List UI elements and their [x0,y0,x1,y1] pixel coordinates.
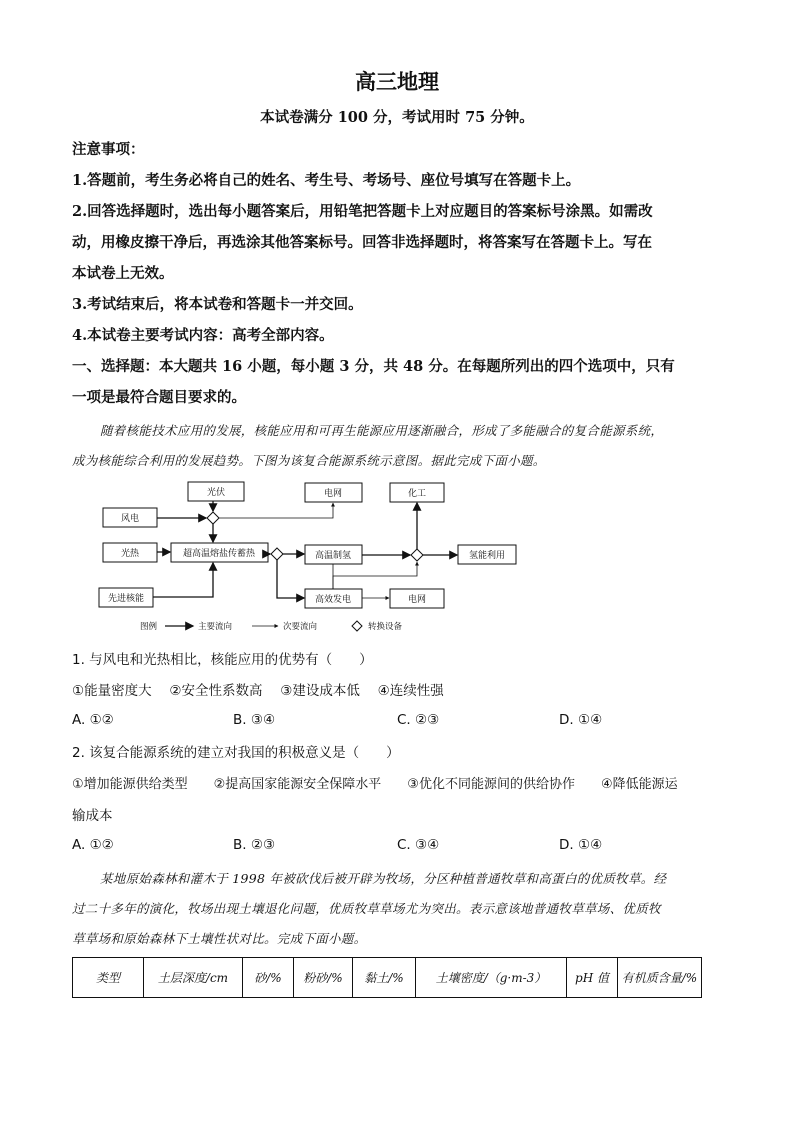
q1-option-c[interactable]: C. ②③ [397,712,440,728]
legend-label: 图例 [140,622,158,632]
notice-item-2: 2.回答选择题时，选出每小题答案后，用铅笔把答题卡上对应题目的答案标号涂黑。如需改 [72,203,653,220]
q1-option-a[interactable]: A. ①② [72,712,114,728]
energy-system-diagram [0,475,794,640]
label-hedian: 先进核能 [107,594,145,604]
q1-option-d[interactable]: D. ①④ [559,712,603,728]
page-title: 高三地理 [355,69,439,94]
q1-statements: ①能量密度大 ②安全性系数高 ③建设成本低 ④连续性强 [72,683,444,699]
label-qingneng: 氢能利用 [468,551,506,561]
notice-item-4: 4.本试卷主要考试内容：高考全部内容。 [72,327,334,344]
table-header: 黏土/% [353,958,416,998]
q2-statements-cont: 输成本 [72,808,113,824]
q2-option-a[interactable]: A. ①② [72,837,114,853]
label-guangre: 光热 [120,549,140,559]
label-fengdian: 风电 [120,514,140,524]
table-header: pH 值 [567,958,618,998]
section-heading-cont: 一项是最符合题目要求的。 [72,389,246,406]
table-header-row [73,958,702,998]
notice-item-2-cont: 动，用橡皮擦干净后，再选涂其他答案标号。回答非选择题时，将答案写在答题卡上。写在 [72,234,652,251]
q2-option-c[interactable]: C. ③④ [397,837,440,853]
converter-1 [207,512,219,524]
legend-diamond-icon [352,621,362,631]
table-header: 有机质含量/% [618,958,702,998]
converter-3 [411,549,423,561]
table-header: 粉砂/% [294,958,353,998]
q1-stem: 1. 与风电和光热相比，核能应用的优势有（ ） [72,652,373,668]
passage2-line2: 过二十多年的演化，牧场出现土壤退化问题，优质牧草草场尤为突出。表示意该地普通牧草草场、优质牧 [72,901,661,916]
legend-converter: 转换设备 [368,622,403,632]
label-rongyan: 超高温熔盐传蓄热 [182,549,256,559]
converter-2 [271,548,283,560]
label-zhiqing: 高温制氢 [314,551,352,561]
exam-info: 本试卷满分 100 分，考试用时 75 分钟。 [260,109,534,126]
table-header: 土壤密度/（g·m-3） [416,958,567,998]
table-header: 砂/% [243,958,294,998]
soil-comparison-table [72,957,702,998]
table-header: 类型 [73,958,144,998]
q2-option-b[interactable]: B. ②③ [233,837,276,853]
notice-item-3: 3.考试结束后，将本试卷和答题卡一并交回。 [72,296,363,313]
notice-item-1: 1.答题前，考生务必将自己的姓名、考生号、考场号、座位号填写在答题卡上。 [72,172,581,189]
label-dianwang-bottom: 电网 [407,595,427,605]
passage2-line1: 某地原始森林和灌木于 1998 年被砍伐后被开辟为牧场，分区种植普通牧草和高蛋白的优质牧草。经 [100,871,667,886]
q2-stem: 2. 该复合能源系统的建立对我国的积极意义是（ ） [72,745,400,761]
notice-heading: 注意事项： [72,141,145,158]
passage2-line3: 草草场和原始森林下土壤性状对比。完成下面小题。 [72,931,367,946]
legend-secondary-flow: 次要流向 [283,622,318,632]
diagram-legend [140,621,403,632]
q1-option-b[interactable]: B. ③④ [233,712,276,728]
q2-option-d[interactable]: D. ①④ [559,837,603,853]
q1-options [72,712,722,732]
notice-item-2-end: 本试卷上无效。 [72,265,174,282]
q2-options [72,837,722,857]
section-heading: 一、选择题：本大题共 16 小题，每小题 3 分，共 48 分。在每题所列出的四个选项中，只有 [72,358,675,375]
label-fadian: 高效发电 [314,595,352,605]
label-huagong: 化工 [407,489,427,499]
legend-main-flow: 主要流向 [198,622,233,632]
label-dianwang-top: 电网 [323,489,343,499]
q2-statements: ①增加能源供给类型 ②提高国家能源安全保障水平 ③优化不同能源间的供给协作 ④降低能源运 [72,777,678,792]
label-guangfu: 光伏 [206,488,226,498]
passage1-line2: 成为核能综合利用的发展趋势。下图为该复合能源系统示意图。据此完成下面小题。 [72,453,546,468]
passage1-line1: 随着核能技术应用的发展，核能应用和可再生能源应用逐渐融合，形成了多能融合的复合能源系统， [100,423,664,438]
table-header: 土层深度/cm [144,958,243,998]
